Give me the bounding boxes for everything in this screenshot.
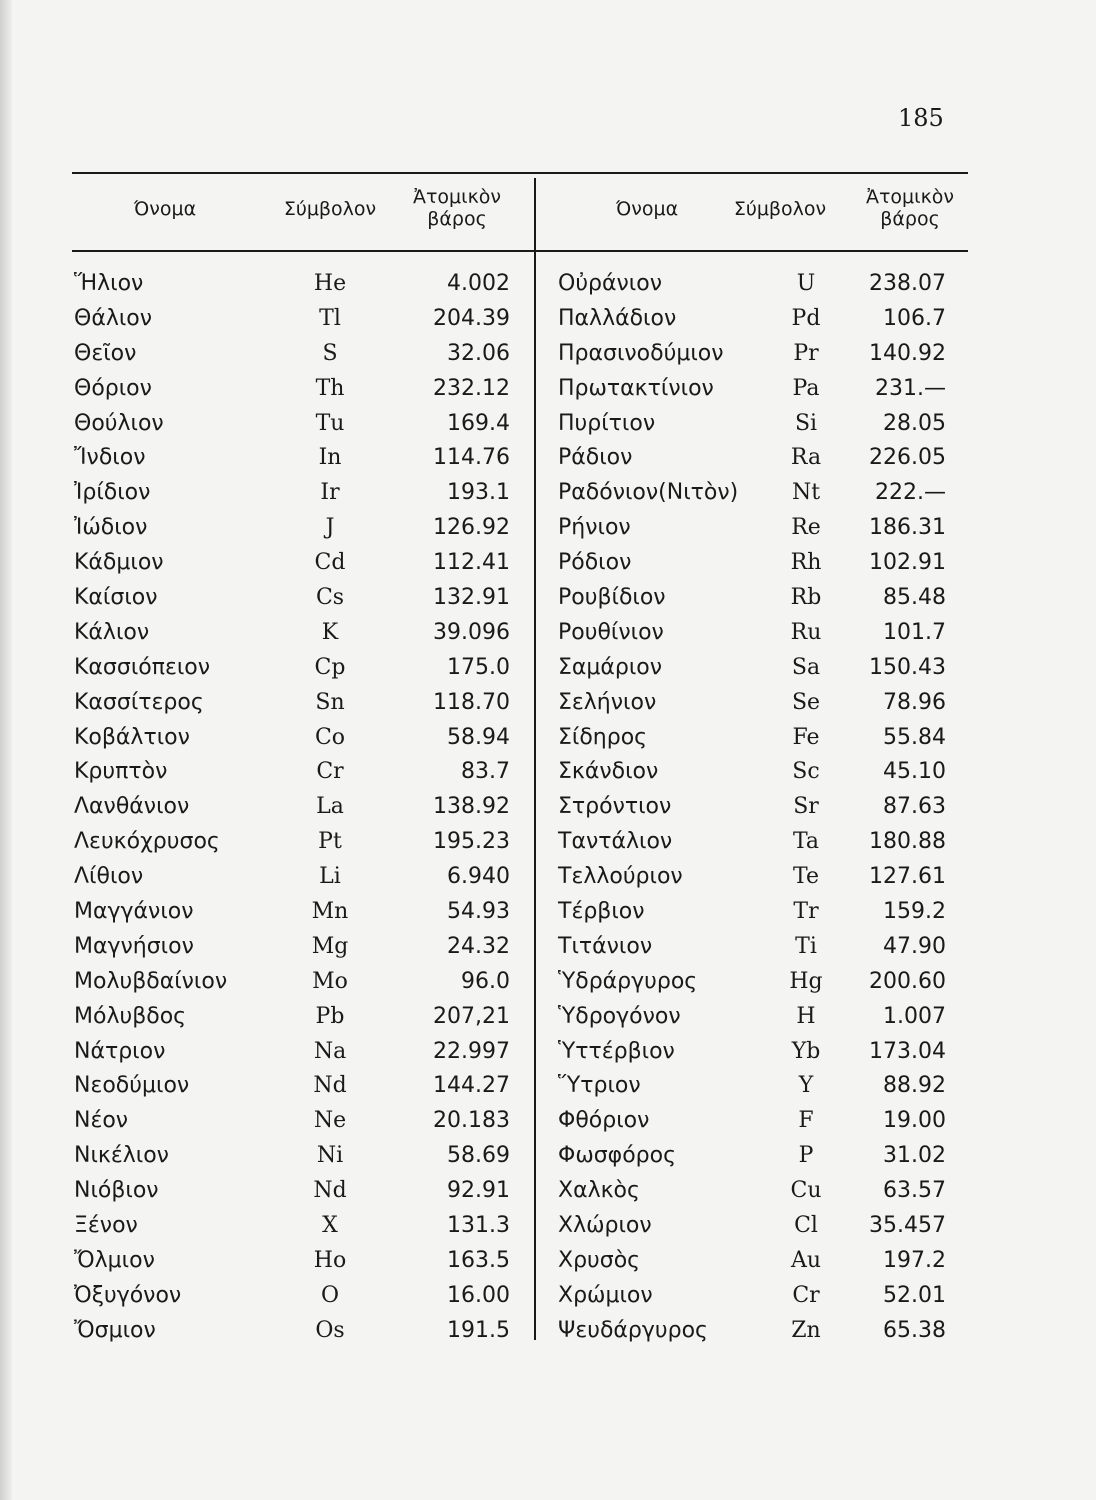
element-symbol-right: Te bbox=[793, 864, 819, 890]
atomic-weight-right: 150.43 bbox=[869, 654, 946, 680]
table-row bbox=[72, 860, 968, 895]
element-name-left: Κάλιον bbox=[74, 619, 150, 645]
atomic-weight-right: 28.05 bbox=[883, 410, 946, 436]
element-symbol-left: Li bbox=[319, 864, 341, 890]
atomic-weight-left: 114.76 bbox=[433, 445, 510, 471]
header-left-name: Όνομα bbox=[133, 198, 197, 220]
atomic-weight-left: 16.00 bbox=[447, 1282, 510, 1308]
element-name-left: Νικέλιον bbox=[74, 1143, 169, 1169]
element-symbol-left: S bbox=[322, 340, 338, 366]
element-symbol-left: Ir bbox=[320, 480, 340, 506]
header-left-weight-line1: Ἀτομικὸν bbox=[412, 186, 501, 208]
atomic-weight-left: 204.39 bbox=[433, 305, 510, 331]
element-name-left: Νεοδύμιον bbox=[74, 1073, 190, 1099]
element-symbol-left: Th bbox=[315, 375, 345, 401]
element-symbol-right: Pr bbox=[793, 340, 819, 366]
atomic-weight-left: 126.92 bbox=[433, 515, 510, 541]
element-symbol-right: Hg bbox=[789, 968, 823, 994]
element-name-right: Ψευδάργυρος bbox=[558, 1317, 708, 1343]
atomic-weight-right: 173.04 bbox=[869, 1038, 946, 1064]
element-symbol-right: Zn bbox=[791, 1317, 821, 1343]
atomic-weight-right: 226.05 bbox=[869, 445, 946, 471]
table-row bbox=[72, 1139, 968, 1174]
atomic-weight-left: 144.27 bbox=[433, 1073, 510, 1099]
element-name-left: Λανθάνιον bbox=[74, 794, 190, 820]
table-row bbox=[72, 581, 968, 616]
element-symbol-right: Yb bbox=[791, 1038, 821, 1064]
table-top-rule bbox=[72, 172, 968, 174]
element-symbol-left: Cs bbox=[315, 585, 345, 611]
atomic-weight-right: 231.— bbox=[875, 375, 946, 401]
atomic-weight-left: 118.70 bbox=[433, 689, 510, 715]
element-name-right: Σαμάριον bbox=[558, 654, 663, 680]
element-name-left: Ὄλμιον bbox=[74, 1247, 155, 1273]
element-name-left: Θόριον bbox=[74, 375, 152, 401]
element-symbol-left: In bbox=[318, 445, 342, 471]
element-symbol-right: Ra bbox=[790, 445, 822, 471]
element-name-right: Ραδόνιον(Νιτὸν) bbox=[558, 480, 739, 506]
atomic-weight-left: 232.12 bbox=[433, 375, 510, 401]
element-name-right: Χλώριον bbox=[558, 1213, 652, 1239]
table-row bbox=[72, 651, 968, 686]
atomic-weight-right: 127.61 bbox=[869, 864, 946, 890]
element-name-right: Στρόντιον bbox=[558, 794, 672, 820]
element-name-right: Ὕτριον bbox=[558, 1073, 641, 1099]
element-symbol-left: He bbox=[313, 271, 347, 296]
element-name-right: Τέρβιον bbox=[558, 899, 645, 925]
element-name-right: Πρωτακτίνιον bbox=[558, 375, 714, 401]
atomic-weight-right: 186.31 bbox=[869, 515, 946, 541]
element-name-right: Ὑδράργυρος bbox=[558, 968, 698, 994]
atomic-weight-left: 4.002 bbox=[447, 271, 510, 296]
element-symbol-left: Tu bbox=[315, 410, 345, 436]
element-symbol-left: Cr bbox=[316, 759, 344, 785]
element-name-left: Μολυβδαίνιον bbox=[74, 968, 228, 994]
element-symbol-left: La bbox=[316, 794, 344, 820]
element-symbol-left: Pt bbox=[318, 829, 342, 855]
element-symbol-right: Ru bbox=[790, 619, 822, 645]
table-row bbox=[72, 267, 968, 302]
element-name-right: Ὑδρογόνον bbox=[558, 1003, 681, 1029]
table-row bbox=[72, 476, 968, 511]
element-symbol-right: Nt bbox=[791, 480, 821, 506]
element-symbol-left: Sn bbox=[315, 689, 345, 715]
element-name-right: Ρουθίνιον bbox=[558, 619, 664, 645]
atomic-weight-right: 88.92 bbox=[883, 1073, 946, 1099]
atomic-weight-right: 106.7 bbox=[883, 305, 946, 331]
atomic-weight-right: 140.92 bbox=[869, 340, 946, 366]
header-right-symbol: Σύμβολον bbox=[733, 198, 827, 220]
atomic-weight-left: 131.3 bbox=[447, 1213, 510, 1239]
atomic-weight-right: 55.84 bbox=[883, 724, 946, 750]
element-name-left: Μαγνήσιον bbox=[74, 933, 194, 959]
element-symbol-left: Ho bbox=[313, 1247, 347, 1273]
element-name-left: Κρυπτὸν bbox=[74, 759, 168, 785]
element-symbol-right: Cr bbox=[792, 1282, 820, 1308]
header-right-weight-line2: βάρος bbox=[880, 208, 940, 230]
atomic-weight-right: 47.90 bbox=[883, 933, 946, 959]
atomic-weight-right: 19.00 bbox=[883, 1108, 946, 1134]
table-row bbox=[72, 895, 968, 930]
element-name-left: Νέον bbox=[74, 1108, 129, 1134]
table-row bbox=[72, 511, 968, 546]
element-symbol-right: Ti bbox=[795, 933, 817, 959]
element-symbol-right: Rh bbox=[790, 550, 822, 576]
element-name-left: Ξένον bbox=[74, 1213, 138, 1239]
element-name-right: Ρόδιον bbox=[558, 550, 632, 576]
element-name-left: Νάτριον bbox=[74, 1038, 166, 1064]
element-name-left: Νιόβιον bbox=[74, 1178, 159, 1204]
element-symbol-right: Pd bbox=[791, 305, 821, 331]
atomic-weight-left: 39.096 bbox=[433, 619, 510, 645]
element-name-left: Κασσιόπειον bbox=[74, 654, 211, 680]
atomic-weight-right: 197.2 bbox=[883, 1247, 946, 1273]
atomic-weight-right: 45.10 bbox=[883, 759, 946, 785]
table-row bbox=[72, 721, 968, 756]
table-row bbox=[72, 1279, 968, 1314]
element-name-right: Πρασινοδύμιον bbox=[558, 340, 724, 366]
element-name-right: Σκάνδιον bbox=[558, 759, 659, 785]
element-symbol-right: Au bbox=[790, 1247, 822, 1273]
element-name-right: Σίδηρος bbox=[558, 724, 648, 750]
atomic-weight-right: 102.91 bbox=[869, 550, 946, 576]
atomic-weight-right: 31.02 bbox=[883, 1143, 946, 1169]
atomic-weight-left: 92.91 bbox=[447, 1178, 510, 1204]
element-name-right: Σελήνιον bbox=[558, 689, 657, 715]
atomic-weight-left: 175.0 bbox=[447, 654, 510, 680]
table-row bbox=[72, 372, 968, 407]
table-row bbox=[72, 755, 968, 790]
table-row bbox=[72, 930, 968, 965]
element-name-right: Τελλούριον bbox=[558, 864, 683, 890]
table-row bbox=[72, 302, 968, 337]
table-row bbox=[72, 1069, 968, 1104]
atomic-weight-right: 35.457 bbox=[869, 1213, 946, 1239]
atomic-weight-right: 1.007 bbox=[883, 1003, 946, 1029]
atomic-weight-left: 58.94 bbox=[447, 724, 510, 750]
element-symbol-right: Cl bbox=[794, 1213, 818, 1239]
element-symbol-left: Mn bbox=[311, 899, 349, 925]
element-symbol-left: J bbox=[325, 515, 335, 541]
table-row bbox=[72, 616, 968, 651]
element-name-right: Τιτάνιον bbox=[558, 933, 653, 959]
atomic-weight-left: 138.92 bbox=[433, 794, 510, 820]
element-name-right: Παλλάδιον bbox=[558, 305, 677, 331]
atomic-weight-left: 132.91 bbox=[433, 585, 510, 611]
element-symbol-right: Y bbox=[798, 1073, 814, 1099]
atomic-weight-right: 200.60 bbox=[869, 968, 946, 994]
element-symbol-right: Si bbox=[794, 410, 818, 436]
element-symbol-left: Ne bbox=[313, 1108, 347, 1134]
element-symbol-right: Rb bbox=[790, 585, 822, 611]
element-symbol-left: Pb bbox=[315, 1003, 345, 1029]
element-symbol-left: Co bbox=[314, 724, 346, 750]
element-symbol-right: P bbox=[798, 1143, 814, 1169]
page-edge-shadow bbox=[0, 0, 12, 1500]
atomic-weight-left: 54.93 bbox=[447, 899, 510, 925]
element-symbol-right: Re bbox=[791, 515, 821, 541]
atomic-weight-left: 22.997 bbox=[433, 1038, 510, 1064]
element-name-left: Ὀξυγόνον bbox=[74, 1282, 182, 1308]
table-body bbox=[72, 267, 968, 1349]
element-name-left: Ἴνδιον bbox=[74, 445, 146, 471]
element-symbol-right: H bbox=[796, 1003, 816, 1029]
element-symbol-left: Nd bbox=[313, 1178, 347, 1204]
element-symbol-left: Mo bbox=[312, 968, 348, 994]
element-symbol-right: Sc bbox=[792, 759, 820, 785]
atomic-weight-right: 222.— bbox=[875, 480, 946, 506]
element-name-right: Οὐράνιον bbox=[558, 271, 662, 296]
element-name-right: Ράδιον bbox=[558, 445, 633, 471]
header-right-name: Όνομα bbox=[615, 198, 679, 220]
atomic-weight-left: 20.183 bbox=[433, 1108, 510, 1134]
table-row bbox=[72, 790, 968, 825]
element-name-left: Καίσιον bbox=[74, 585, 158, 611]
element-symbol-left: Tl bbox=[319, 305, 341, 331]
atomic-weight-left: 24.32 bbox=[447, 933, 510, 959]
element-symbol-right: Pa bbox=[792, 375, 820, 401]
elements-table bbox=[72, 172, 968, 1352]
atomic-weight-left: 6.940 bbox=[447, 864, 510, 890]
element-symbol-left: Cd bbox=[314, 550, 346, 576]
element-symbol-left: Na bbox=[313, 1038, 347, 1064]
element-symbol-right: Tr bbox=[793, 899, 819, 925]
element-name-left: Θούλιον bbox=[74, 410, 164, 436]
atomic-weight-right: 63.57 bbox=[883, 1178, 946, 1204]
element-symbol-left: Nd bbox=[313, 1073, 347, 1099]
table-row bbox=[72, 1035, 968, 1070]
element-name-right: Πυρίτιον bbox=[558, 410, 656, 436]
atomic-weight-right: 159.2 bbox=[883, 899, 946, 925]
element-symbol-left: Mg bbox=[311, 933, 349, 959]
element-symbol-right: Ta bbox=[792, 829, 820, 855]
header-right-weight-line1: Ἀτομικὸν bbox=[865, 186, 954, 208]
atomic-weight-left: 207,21 bbox=[433, 1003, 510, 1029]
element-name-right: Ὑττέρβιον bbox=[558, 1038, 675, 1064]
atomic-weight-left: 169.4 bbox=[447, 410, 510, 436]
atomic-weight-left: 83.7 bbox=[461, 759, 510, 785]
element-name-right: Ρουβίδιον bbox=[558, 585, 666, 611]
element-symbol-left: Cp bbox=[314, 654, 346, 680]
element-name-left: Λίθιον bbox=[74, 864, 144, 890]
header-right-weight bbox=[852, 186, 968, 230]
element-name-left: Λευκόχρυσος bbox=[74, 829, 220, 855]
atomic-weight-right: 101.7 bbox=[883, 619, 946, 645]
atomic-weight-left: 191.5 bbox=[447, 1317, 510, 1343]
table-row bbox=[72, 337, 968, 372]
table-row bbox=[72, 1174, 968, 1209]
page-number: 185 bbox=[898, 104, 944, 132]
element-name-right: Φωσφόρος bbox=[558, 1143, 676, 1169]
element-name-left: Ἥλιον bbox=[74, 271, 144, 296]
table-header-rule bbox=[72, 250, 968, 252]
element-symbol-right: U bbox=[796, 271, 816, 296]
atomic-weight-right: 238.07 bbox=[869, 271, 946, 296]
table-row bbox=[72, 1104, 968, 1139]
element-name-left: Μόλυβδος bbox=[74, 1003, 187, 1029]
element-symbol-left: Ni bbox=[316, 1143, 344, 1169]
atomic-weight-right: 180.88 bbox=[869, 829, 946, 855]
element-name-left: Μαγγάνιον bbox=[74, 899, 194, 925]
element-name-right: Χαλκὸς bbox=[558, 1178, 640, 1204]
table-row bbox=[72, 1000, 968, 1035]
element-name-left: Ἰρίδιον bbox=[74, 480, 151, 506]
element-name-right: Φθόριον bbox=[558, 1108, 650, 1134]
atomic-weight-left: 112.41 bbox=[433, 550, 510, 576]
element-name-right: Χρυσὸς bbox=[558, 1247, 641, 1273]
atomic-weight-left: 96.0 bbox=[461, 968, 510, 994]
atomic-weight-right: 78.96 bbox=[883, 689, 946, 715]
element-name-right: Ταντάλιον bbox=[558, 829, 673, 855]
element-symbol-right: Cu bbox=[790, 1178, 822, 1204]
header-left-weight-line2: βάρος bbox=[427, 208, 487, 230]
atomic-weight-right: 85.48 bbox=[883, 585, 946, 611]
element-name-left: Θεῖον bbox=[74, 340, 137, 366]
element-name-left: Κασσίτερος bbox=[74, 689, 204, 715]
element-symbol-right: Sr bbox=[793, 794, 819, 820]
atomic-weight-right: 87.63 bbox=[883, 794, 946, 820]
table-row bbox=[72, 965, 968, 1000]
atomic-weight-right: 52.01 bbox=[883, 1282, 946, 1308]
header-left-weight bbox=[392, 186, 522, 230]
element-name-right: Χρώμιον bbox=[558, 1282, 653, 1308]
element-name-right: Ρήνιον bbox=[558, 515, 631, 541]
table-row bbox=[72, 686, 968, 721]
element-symbol-right: Fe bbox=[792, 724, 820, 750]
table-row bbox=[72, 441, 968, 476]
atomic-weight-left: 193.1 bbox=[447, 480, 510, 506]
atomic-weight-left: 58.69 bbox=[447, 1143, 510, 1169]
table-row bbox=[72, 546, 968, 581]
element-symbol-right: Se bbox=[791, 689, 821, 715]
element-name-left: Κάδμιον bbox=[74, 550, 164, 576]
table-row bbox=[72, 1244, 968, 1279]
atomic-weight-left: 32.06 bbox=[447, 340, 510, 366]
element-name-left: Ὄσμιον bbox=[74, 1317, 156, 1343]
atomic-weight-left: 195.23 bbox=[433, 829, 510, 855]
element-symbol-left: K bbox=[321, 619, 339, 645]
element-symbol-left: X bbox=[322, 1213, 338, 1239]
element-symbol-left: Os bbox=[315, 1317, 345, 1343]
element-name-left: Θάλιον bbox=[74, 305, 153, 331]
table-row bbox=[72, 1209, 968, 1244]
element-name-left: Ἰώδιον bbox=[74, 515, 148, 541]
table-row bbox=[72, 825, 968, 860]
table-row bbox=[72, 407, 968, 442]
element-symbol-left: O bbox=[320, 1282, 340, 1308]
header-left-symbol: Σύμβολον bbox=[283, 198, 377, 220]
element-symbol-right: Sa bbox=[791, 654, 821, 680]
atomic-weight-right: 65.38 bbox=[883, 1317, 946, 1343]
element-name-left: Κοβάλτιον bbox=[74, 724, 190, 750]
atomic-weight-left: 163.5 bbox=[447, 1247, 510, 1273]
table-row bbox=[72, 1314, 968, 1349]
element-symbol-right: F bbox=[798, 1108, 814, 1134]
